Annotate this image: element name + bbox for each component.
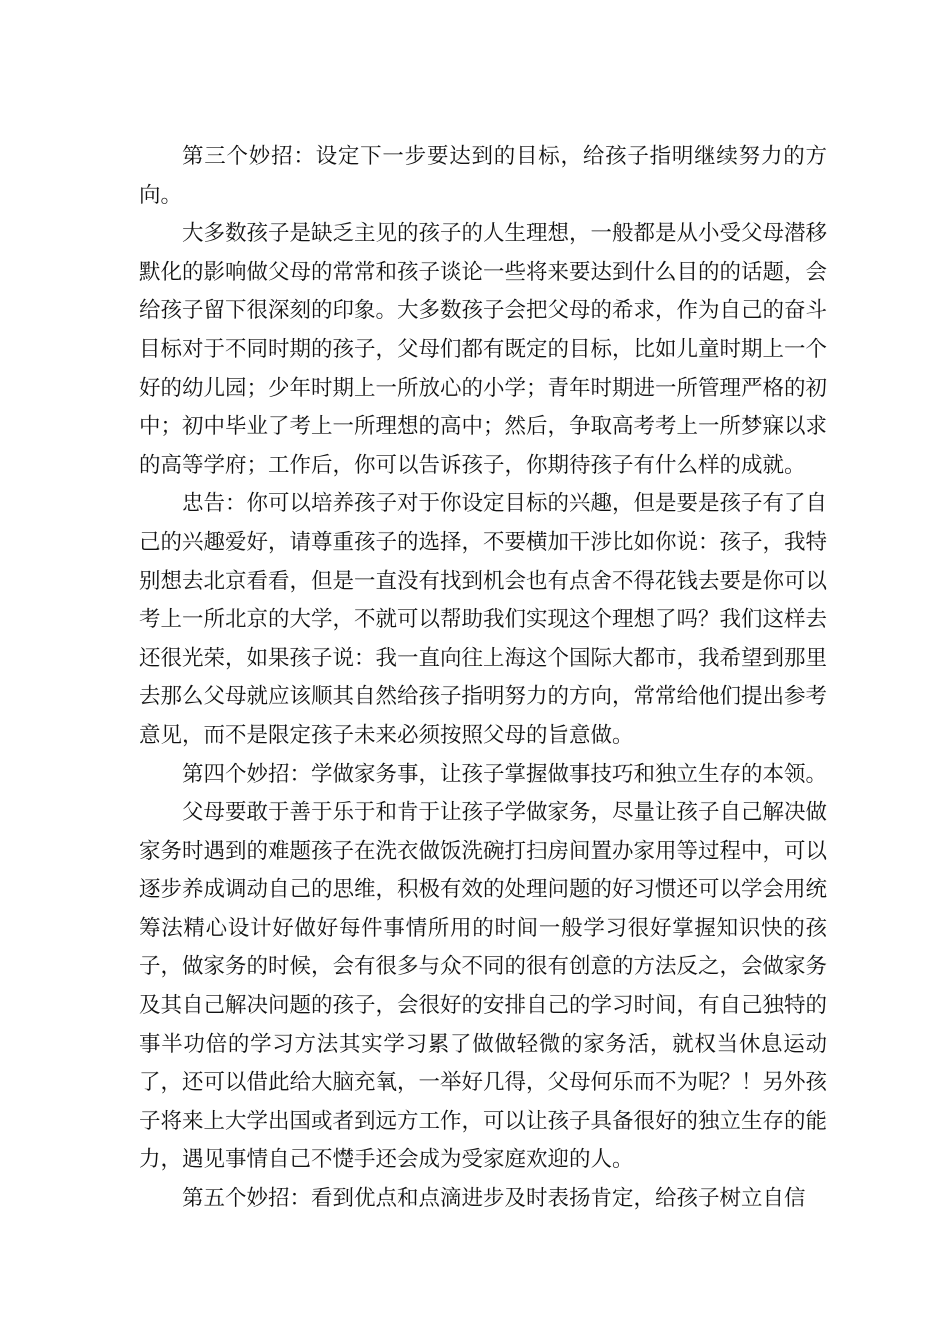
paragraph-tip-4-heading: 第四个妙招：学做家务事，让孩子掌握做事技巧和独立生存的本领。 — [182, 761, 828, 787]
paragraph-tip-4-body: 父母要敢于善于乐于和肯于让孩子学做家务，尽量让孩子自己解决做家务时遇到的难题孩子在洗衣做饭洗碗打扫房间置办家用等过程中，可以逐步养成调动自己的思维，积极有效的处理问题的好习惯还可以学会用统筹法精心设计好做好每件事情所用的时间一般学习很好掌握知识快的孩子，做家务的时候，会有很多与众不同的很有创意的方法反之，会做家务及其自己解决问题的孩子，会很好的安排自己的学习时间，有自己独特的事半功倍的学习方法其实学习累了做做轻微的家务活，就权当休息运动了，还可以借此给大脑充氧，一举好几得，父母何乐而不为呢？！另外孩子将来上大学出国或者到远方工作，可以让孩子具备很好的独立生存的能力，遇见事情自己不憷手还会成为受家庭欢迎的人。 — [139, 800, 828, 1173]
document-body — [139, 138, 827, 1219]
paragraph-tip-5-heading: 第五个妙招：看到优点和点滴进步及时表扬肯定，给孩子树立自信 — [182, 1186, 806, 1212]
paragraph-tip-3-body: 大多数孩子是缺乏主见的孩子的人生理想，一般都是从小受父母潜移默化的影响做父母的常常和孩子谈论一些将来要达到什么目的的话题，会给孩子留下很深刻的印象。大多数孩子会把父母的希求，作为自己的奋斗目标对于不同时期的孩子，父母们都有既定的目标，比如儿童时期上一个好的幼儿园；少年时期上一所放心的小学；青年时期进一所管理严格的初中；初中毕业了考上一所理想的高中；然后，争取高考考上一所梦寐以求的高等学府；工作后，你可以告诉孩子，你期待孩子有什么样的成就。 — [139, 221, 828, 478]
paragraph-advice: 忠告：你可以培养孩子对于你设定目标的兴趣，但是要是孩子有了自己的兴趣爱好，请尊重孩子的选择，不要横加干涉比如你说：孩子，我特别想去北京看看，但是一直没有找到机会也有点舍不得花钱去要是你可以考上一所北京的大学，不就可以帮助我们实现这个理想了吗？我们这样去还很光荣，如果孩子说：我一直向往上海这个国际大都市，我希望到那里去那么父母就应该顺其自然给孩子指明努力的方向，常常给他们提出参考意见，而不是限定孩子未来必须按照父母的旨意做。 — [139, 491, 828, 748]
paragraph-tip-3-heading: 第三个妙招：设定下一步要达到的目标，给孩子指明继续努力的方向。 — [139, 144, 827, 208]
